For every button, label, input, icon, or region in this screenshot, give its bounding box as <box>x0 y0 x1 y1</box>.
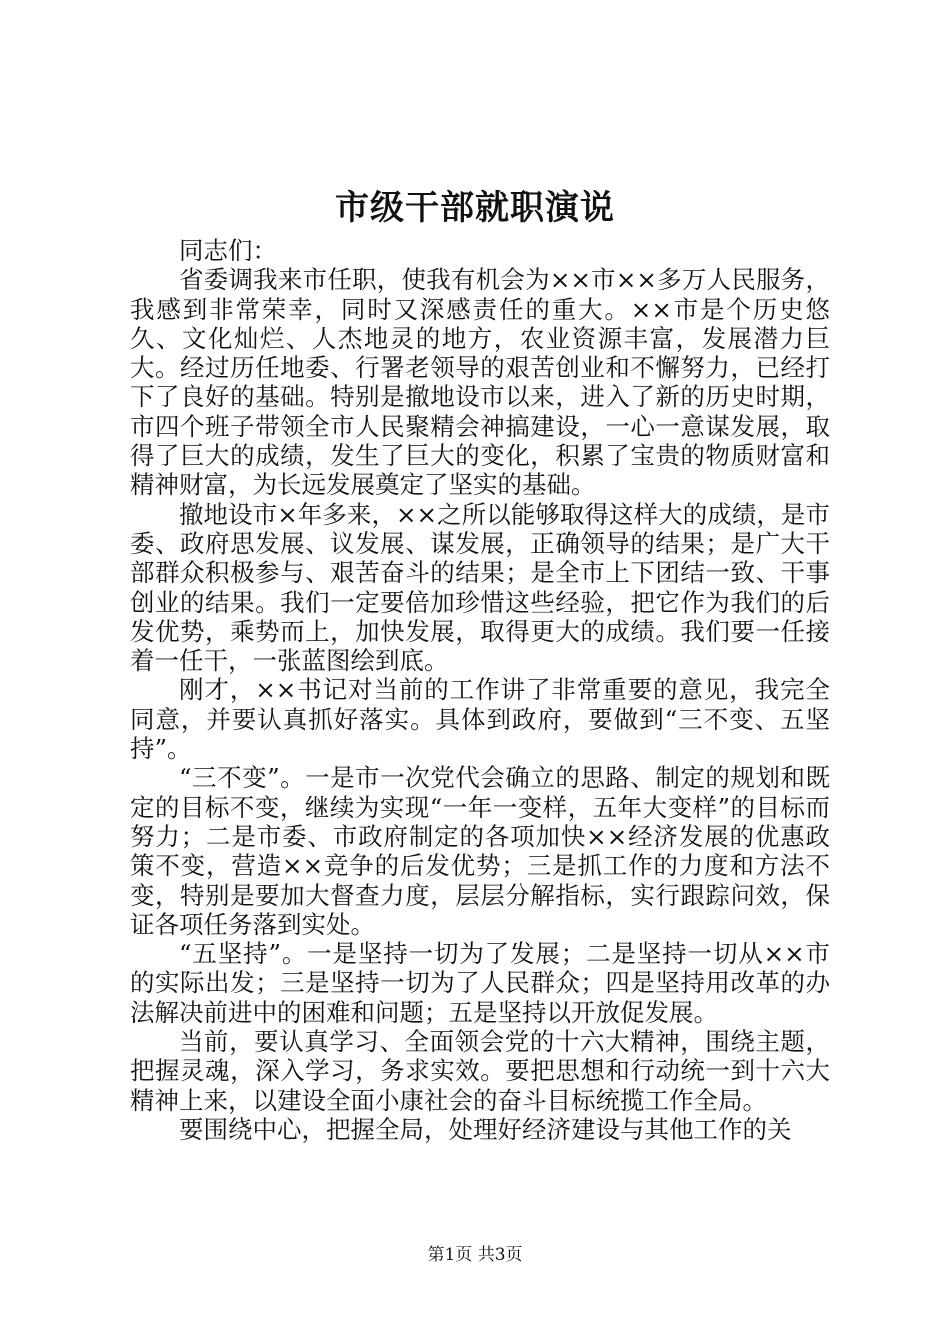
salutation: 同志们： <box>179 236 277 265</box>
document-title: 市级干部就职演说 <box>335 188 615 228</box>
paragraph: 当前，要认真学习、全面领会党的十六大精神，围绕主题，把握灵魂，深入学习，务求实效。要把思想和行动统一到十六大精神上来，以建设全面小康社会的奋斗目标统揽工作全局。 <box>130 1027 830 1115</box>
paragraph: 撤地设市×年多来，××之所以能够取得这样大的成绩，是市委、政府思发展、议发展、谋发展，正确领导的结果；是广大干部群众积极参与、艰苦奋斗的结果；是全市上下团结一致、干事创业的结果。我们一定要倍加珍惜这些经验，把它作为我们的后发优势，乘势而上，加快发展，取得更大的成绩。我们要一任接着一任干，一张蓝图绘到底。 <box>130 499 830 676</box>
paragraph: “五坚持”。一是坚持一切为了发展；二是坚持一切从××市的实际出发；三是坚持一切为了人民群众；四是坚持用改革的办法解决前进中的困难和问题；五是坚持以开放促发展。 <box>130 939 830 1027</box>
document-body <box>130 236 830 1144</box>
paragraph: 要围绕中心，把握全局，处理好经济建设与其他工作的关 <box>179 1114 792 1144</box>
page-footer: 第1页 共3页 <box>427 1245 523 1265</box>
paragraph: 省委调我来市任职，使我有机会为××市××多万人民服务，我感到非常荣幸，同时又深感责任的重大。××市是个历史悠久、文化灿烂、人杰地灵的地方，农业资源丰富，发展潜力巨大。经过历任地委、行署老领导的艰苦创业和不懈努力，已经打下了良好的基础。特别是撤地设市以来，进入了新的历史时期，市四个班子带领全市人民聚精会神搞建设，一心一意谋发展，取得了巨大的成绩，发生了巨大的变化，积累了宝贵的物质财富和精神财富，为长远发展奠定了坚实的基础。 <box>130 265 830 500</box>
paragraph: 刚才，××书记对当前的工作讲了非常重要的意见，我完全同意，并要认真抓好落实。具体到政府，要做到“三不变、五坚持”。 <box>130 675 830 764</box>
paragraph: “三不变”。一是市一次党代会确立的思路、制定的规划和既定的目标不变，继续为实现“一年一变样，五年大变样”的目标而努力；二是市委、市政府制定的各项加快××经济发展的优惠政策不变，营造××竞争的后发优势；三是抓工作的力度和方法不变，特别是要加大督查力度，层层分解指标，实行跟踪问效，保证各项任务落到实处。 <box>130 763 830 939</box>
